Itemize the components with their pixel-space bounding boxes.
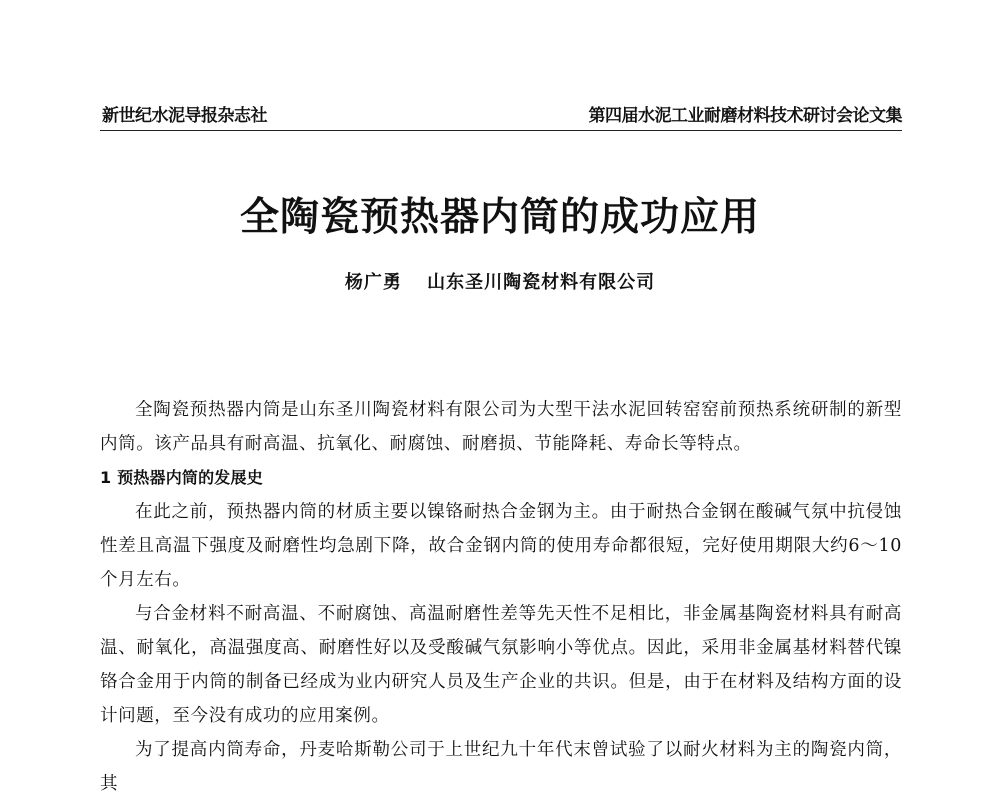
byline — [0, 268, 1000, 294]
header-proceedings-title: 第四届水泥工业耐磨材料技术研讨会论文集 — [588, 106, 902, 126]
intro-paragraph: 全陶瓷预热器内筒是山东圣川陶瓷材料有限公司为大型干法水泥回转窑窑前预热系统研制的新型内筒。该产品具有耐高温、抗氧化、耐腐蚀、耐磨损、节能降耗、寿命长等特点。 — [100, 400, 902, 454]
article-title: 全陶瓷预热器内筒的成功应用 — [239, 194, 760, 240]
header-publisher: 新世纪水泥导报杂志社 — [102, 106, 267, 126]
author-name: 杨广勇 — [344, 272, 402, 293]
article-body — [100, 393, 902, 801]
running-header — [100, 98, 902, 131]
body-paragraph: 与合金材料不耐高温、不耐腐蚀、高温耐磨性差等先天性不足相比，非金属基陶瓷材料具有耐高温、耐氧化，高温强度高、耐磨性好以及受酸碱气氛影响小等优点。因此，采用非金属基材料替代镍铬合金用于内筒的制备已经成为业内研究人员及生产企业的共识。但是，由于在材料及结构方面的设计问题，至今没有成功的应用案例。 — [100, 604, 902, 726]
author-affiliation: 山东圣川陶瓷材料有限公司 — [427, 272, 656, 293]
body-paragraph: 在此之前，预热器内筒的材质主要以镍铬耐热合金钢为主。由于耐热合金钢在酸碱气氛中抗侵蚀性差且高温下强度及耐磨性均急剧下降，故合金钢内筒的使用寿命都很短，完好使用期限大约6～10个月左右。 — [100, 502, 902, 590]
body-paragraph: 为了提高内筒寿命，丹麦哈斯勒公司于上世纪九十年代末曾试验了以耐火材料为主的陶瓷内筒，其 — [100, 740, 902, 794]
section-heading: 1 预热器内筒的发展史 — [100, 468, 263, 487]
